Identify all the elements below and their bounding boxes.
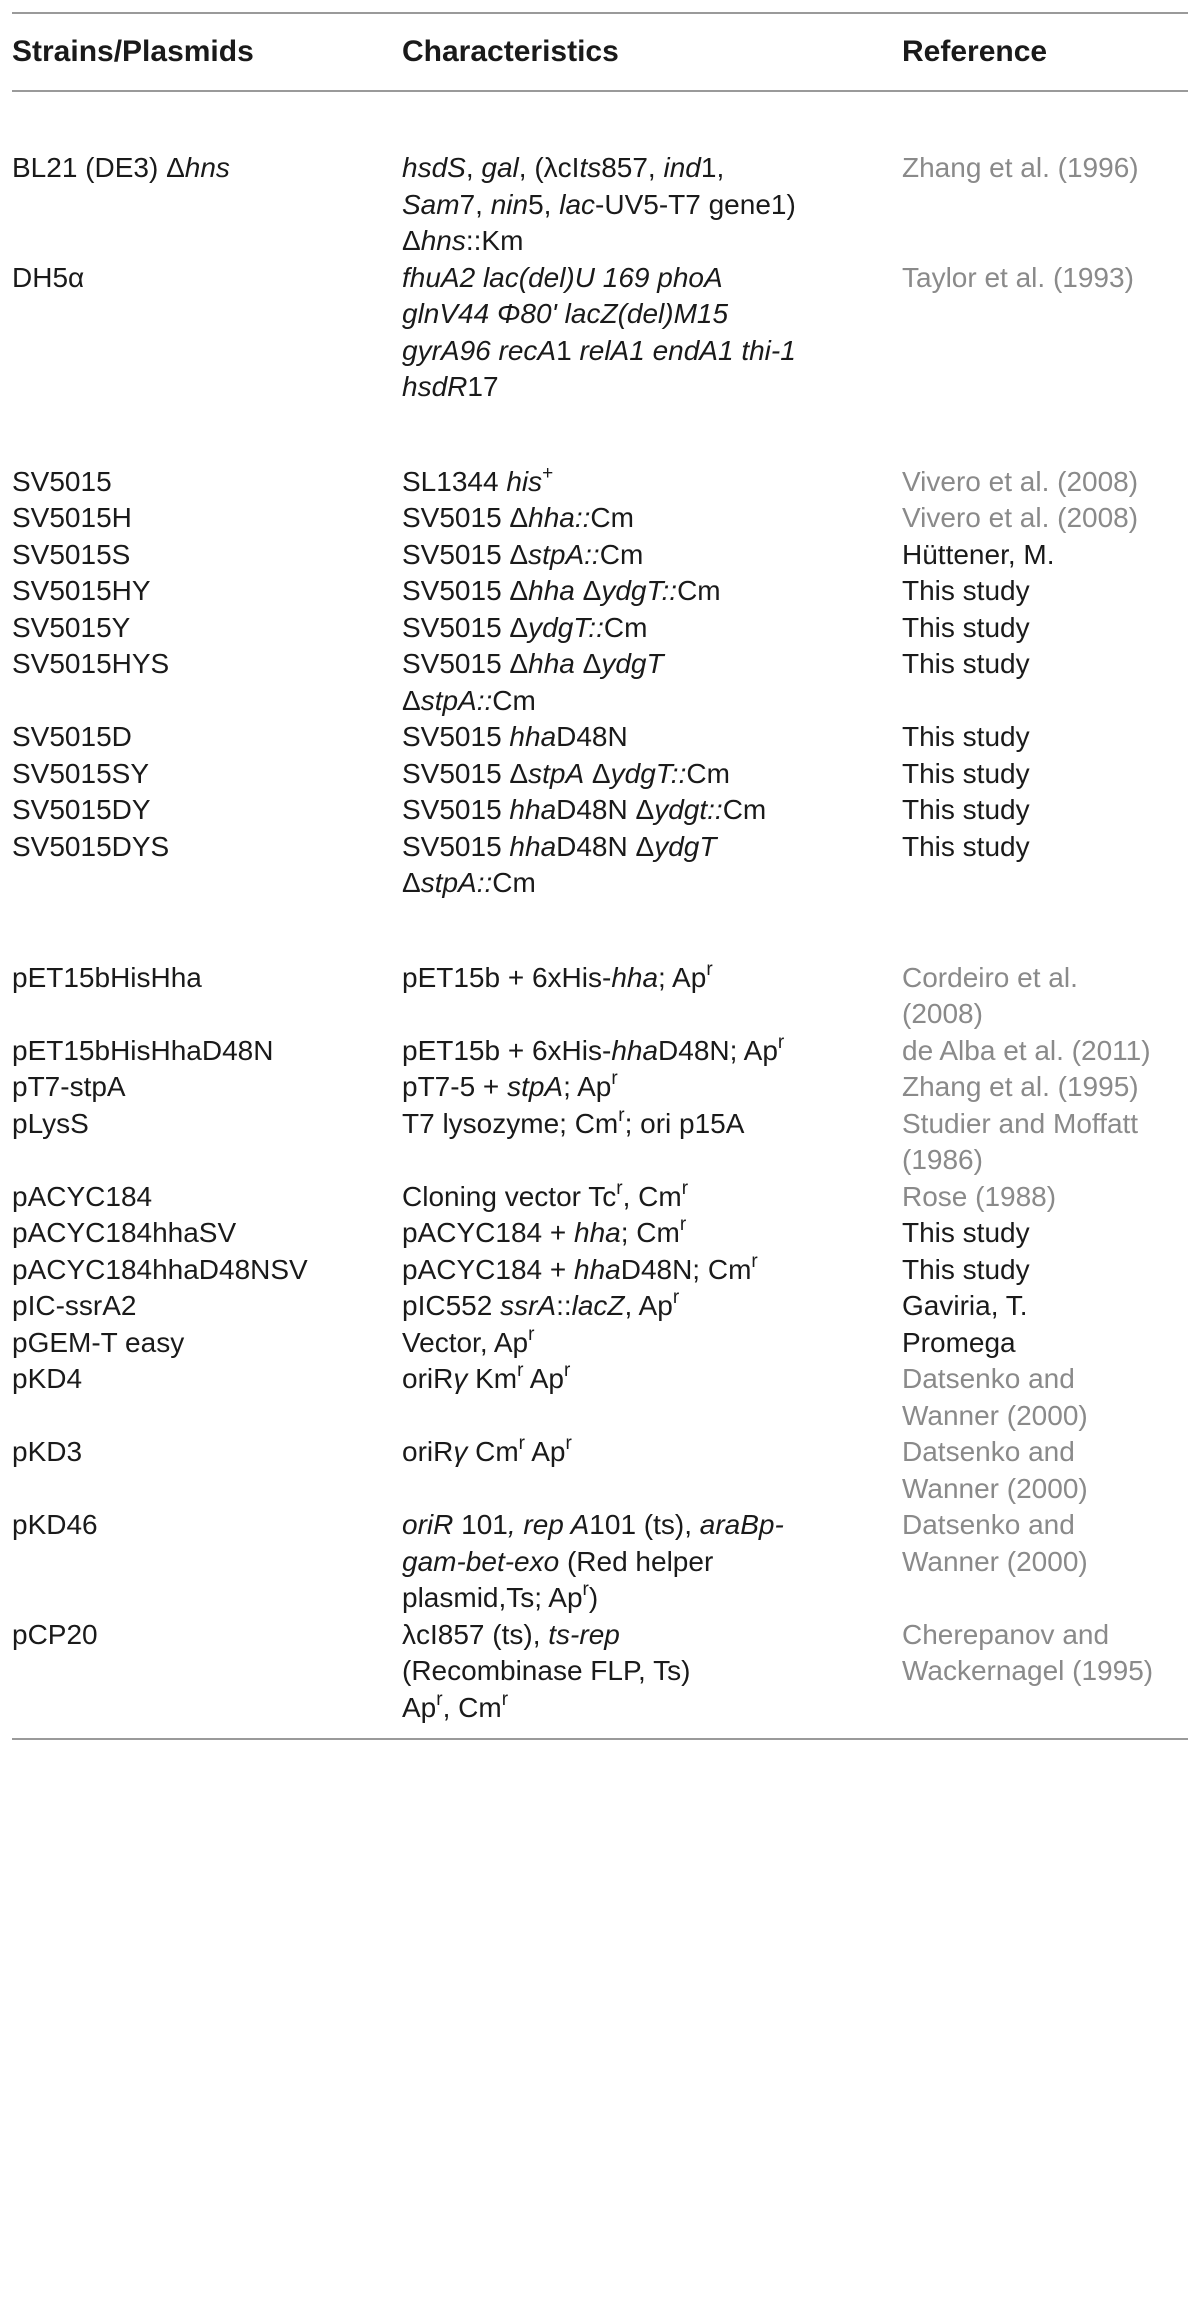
characteristics: [402, 1069, 618, 1106]
characteristics-line: T7 lysozyme; Cm$^r$; ori p15A: [402, 1104, 745, 1139]
characteristics-line: SV5015 Δhha ΔydgT: [402, 648, 664, 679]
table-row: [0, 792, 1200, 829]
characteristics-line: pACYC184 + hha; Cm$^r$: [402, 1214, 687, 1248]
table-row: [0, 1325, 1200, 1362]
reference-line: Vivero et al. (2008): [902, 465, 1139, 497]
reference[interactable]: [902, 500, 1138, 537]
characteristics-line: oriR 101, rep A101 (ts), araBp-: [402, 1509, 784, 1540]
table-row: [0, 1215, 1200, 1252]
header-reference: Reference: [902, 35, 1048, 68]
reference-line: de Alba et al. (2011): [902, 1034, 1151, 1066]
strain-name: SV5015DY: [12, 794, 151, 825]
characteristics-line: ΔstpA::Cm: [402, 867, 536, 898]
reference-line: (2008): [902, 998, 983, 1029]
table-row: [0, 610, 1200, 647]
table-row: [0, 829, 1200, 902]
characteristics: [402, 537, 643, 574]
table-row: [0, 500, 1200, 537]
reference-line: This study: [902, 1217, 1030, 1248]
reference-line: Vivero et al. (2008): [902, 502, 1139, 533]
header-strains: Strains/Plasmids: [12, 35, 254, 68]
table-row: [0, 1252, 1200, 1289]
reference-line: Rose (1988): [902, 1180, 1057, 1212]
reference: [902, 1288, 1028, 1325]
strain-name: BL21 (DE3) Δhns: [12, 152, 230, 183]
characteristics-line: plasmid,Ts; Ap$^r$): [402, 1579, 599, 1613]
characteristics: [402, 719, 628, 756]
reference[interactable]: [902, 1033, 1151, 1070]
characteristics-line: gam-bet-exo (Red helper: [402, 1545, 714, 1577]
strain-name: pIC-ssrA2: [12, 1290, 137, 1321]
reference-line: Datsenko and: [902, 1363, 1075, 1394]
reference: [902, 1252, 1030, 1289]
characteristics: [402, 1434, 572, 1471]
characteristics: [402, 960, 713, 997]
characteristics-line: glnV44 Φ80' lacZ(del)M15: [402, 298, 729, 329]
characteristics-line: pET15b + 6xHis-hha; Ap$^r$: [402, 958, 713, 993]
reference-line: Wackernagel (1995): [902, 1655, 1154, 1686]
characteristics: [402, 1361, 570, 1398]
reference-line: This study: [902, 794, 1030, 825]
characteristics: [402, 500, 634, 537]
reference: [902, 537, 1055, 574]
reference[interactable]: [902, 960, 1078, 1033]
strain-name: SV5015: [12, 465, 112, 497]
characteristics: [402, 260, 796, 406]
reference-line: Taylor et al. (1993): [902, 261, 1134, 293]
characteristics-line: pACYC184 + hhaD48N; Cm$^r$: [402, 1250, 758, 1285]
characteristics: [402, 829, 716, 902]
table-row: [0, 719, 1200, 756]
characteristics-line: pET15b + 6xHis-hhaD48N; Ap$^r$: [402, 1031, 785, 1066]
table-row: [0, 260, 1200, 406]
characteristics-line: λcI857 (ts), ts-rep: [402, 1618, 620, 1650]
characteristics-line: SL1344 his+: [402, 462, 554, 497]
table-row: [0, 573, 1200, 610]
characteristics-line: fhuA2 lac(del)U 169 phoA: [402, 261, 723, 293]
characteristics-line: Vector, Ap$^r$: [402, 1323, 535, 1358]
reference[interactable]: [902, 260, 1134, 297]
table-row: [0, 1179, 1200, 1216]
characteristics: [402, 1106, 744, 1143]
strains-plasmids-table: [0, 12, 1200, 1740]
characteristics-line: Sam7, nin5, lac-UV5-T7 gene1): [402, 188, 796, 220]
characteristics-line: hsdS, gal, (λcIts857, ind1,: [402, 152, 725, 183]
strain-name: pACYC184: [12, 1180, 153, 1212]
strain-name: SV5015Y: [12, 611, 131, 643]
reference-line: This study: [902, 757, 1030, 789]
reference: [902, 1215, 1030, 1252]
characteristics-line: SV5015 Δhha ΔydgT::Cm: [402, 575, 721, 606]
strain-name: pET15bHisHhaD48N: [12, 1034, 274, 1066]
strain-name: SV5015S: [12, 538, 131, 570]
characteristics-line: ΔstpA::Cm: [402, 684, 536, 716]
characteristics: [402, 1179, 688, 1216]
reference-line: This study: [902, 721, 1030, 752]
characteristics: [402, 610, 647, 647]
table-row: [0, 756, 1200, 793]
characteristics-line: Ap$^r$, Cm$^r$: [402, 1688, 509, 1723]
reference-line: Cordeiro et al.: [902, 961, 1078, 993]
reference: [902, 719, 1030, 756]
characteristics-line: SV5015 ΔstpA ΔydgT::Cm: [402, 757, 730, 789]
characteristics-line: Cloning vector Tc$^r$, Cm$^r$: [402, 1177, 689, 1212]
characteristics-line: hsdR17: [402, 371, 499, 402]
characteristics-line: pIC552 ssrA::lacZ, Ap$^r$: [402, 1287, 680, 1321]
reference[interactable]: [902, 1361, 1088, 1434]
characteristics: [402, 1325, 534, 1362]
characteristics: [402, 464, 553, 501]
strain-name: pLysS: [12, 1107, 89, 1139]
reference: [902, 792, 1030, 829]
reference-line: Zhang et al. (1996): [902, 152, 1139, 183]
table-row: [0, 1617, 1200, 1727]
table-row: [0, 537, 1200, 574]
strain-name: pGEM-T easy: [12, 1326, 185, 1358]
reference-line: This study: [902, 830, 1030, 862]
reference: [902, 610, 1030, 647]
strain-name: pET15bHisHha: [12, 961, 202, 993]
table-row: [0, 464, 1200, 501]
reference-line: Zhang et al. (1995): [902, 1071, 1139, 1102]
reference-line: Wanner (2000): [902, 1472, 1088, 1504]
characteristics-line: SV5015 Δhha::Cm: [402, 502, 634, 533]
reference-line: Studier and Moffatt: [902, 1107, 1139, 1139]
characteristics-line: gyrA96 recA1 relA1 endA1 thi-1: [402, 334, 796, 366]
strain-name: SV5015HYS: [12, 648, 170, 679]
reference-line: Datsenko and: [902, 1509, 1075, 1540]
reference-line: Cherepanov and: [902, 1618, 1110, 1650]
reference: [902, 1325, 1016, 1362]
reference[interactable]: [902, 1617, 1153, 1690]
reference-line: This study: [902, 611, 1030, 643]
table-row: [0, 1106, 1200, 1179]
strain-name: pKD4: [12, 1363, 83, 1394]
strain-name: SV5015SY: [12, 757, 149, 789]
strain-name: pCP20: [12, 1618, 98, 1650]
table-body: [0, 92, 1200, 1738]
reference[interactable]: [902, 1507, 1088, 1580]
characteristics-line: SV5015 hhaD48N: [402, 721, 628, 752]
bottom-rule: [12, 1738, 1188, 1740]
table-row: [0, 1507, 1200, 1617]
reference[interactable]: [902, 464, 1138, 501]
reference: [902, 573, 1030, 610]
characteristics-line: oriRγ Cm$^r$ Ap$^r$: [402, 1433, 572, 1467]
characteristics: [402, 1507, 784, 1617]
strain-name: pKD46: [12, 1509, 98, 1540]
reference-line: (1986): [902, 1144, 983, 1175]
reference-line: Hüttener, M.: [902, 538, 1055, 570]
reference: [902, 646, 1030, 683]
reference[interactable]: [902, 150, 1139, 187]
characteristics: [402, 150, 796, 260]
reference[interactable]: [902, 1069, 1139, 1106]
reference-line: This study: [902, 648, 1030, 679]
reference-line: This study: [902, 575, 1030, 606]
characteristics: [402, 573, 721, 610]
table-row: [0, 960, 1200, 1033]
reference: [902, 756, 1030, 793]
strain-name: pACYC184hhaD48NSV: [12, 1253, 308, 1285]
characteristics: [402, 1252, 758, 1289]
table-row: [0, 646, 1200, 719]
strain-name: SV5015H: [12, 502, 132, 533]
reference-line: Wanner (2000): [902, 1399, 1088, 1431]
characteristics-line: (Recombinase FLP, Ts): [402, 1655, 691, 1686]
reference: [902, 829, 1030, 866]
characteristics-line: SV5015 hhaD48N ΔydgT: [402, 830, 717, 862]
characteristics-line: pT7-5 + stpA; Ap$^r$: [402, 1068, 618, 1102]
strain-name: pACYC184hhaSV: [12, 1217, 237, 1248]
table-header-row: [0, 14, 1200, 90]
strain-name: SV5015HY: [12, 575, 151, 606]
strain-name: pT7-stpA: [12, 1071, 126, 1102]
reference-line: Wanner (2000): [902, 1545, 1088, 1577]
characteristics: [402, 1288, 679, 1325]
reference-line: Gaviria, T.: [902, 1290, 1028, 1321]
characteristics-line: Δhns::Km: [402, 225, 524, 256]
table-row: [0, 1288, 1200, 1325]
characteristics: [402, 646, 664, 719]
characteristics: [402, 1617, 690, 1727]
table-row: [0, 1069, 1200, 1106]
table-row: [0, 1033, 1200, 1070]
reference-line: Promega: [902, 1326, 1016, 1358]
strain-name: pKD3: [12, 1436, 83, 1467]
characteristics: [402, 1033, 784, 1070]
reference-line: This study: [902, 1253, 1030, 1285]
table-row: [0, 1434, 1200, 1507]
characteristics-line: SV5015 ΔydgT::Cm: [402, 611, 648, 643]
strain-name: DH5α: [12, 261, 85, 293]
reference-line: Datsenko and: [902, 1436, 1075, 1467]
strain-name: SV5015DYS: [12, 830, 170, 862]
reference[interactable]: [902, 1179, 1056, 1216]
strain-name: SV5015D: [12, 721, 132, 752]
characteristics-line: SV5015 hhaD48N Δydgt::Cm: [402, 794, 767, 825]
header-characteristics: Characteristics: [402, 35, 619, 68]
characteristics: [402, 756, 730, 793]
characteristics-line: SV5015 ΔstpA::Cm: [402, 538, 644, 570]
reference[interactable]: [902, 1106, 1138, 1179]
characteristics-line: oriRγ Km$^r$ Ap$^r$: [402, 1360, 571, 1394]
table-row: [0, 150, 1200, 260]
table-row: [0, 1361, 1200, 1434]
reference[interactable]: [902, 1434, 1088, 1507]
characteristics: [402, 792, 766, 829]
characteristics: [402, 1215, 686, 1252]
